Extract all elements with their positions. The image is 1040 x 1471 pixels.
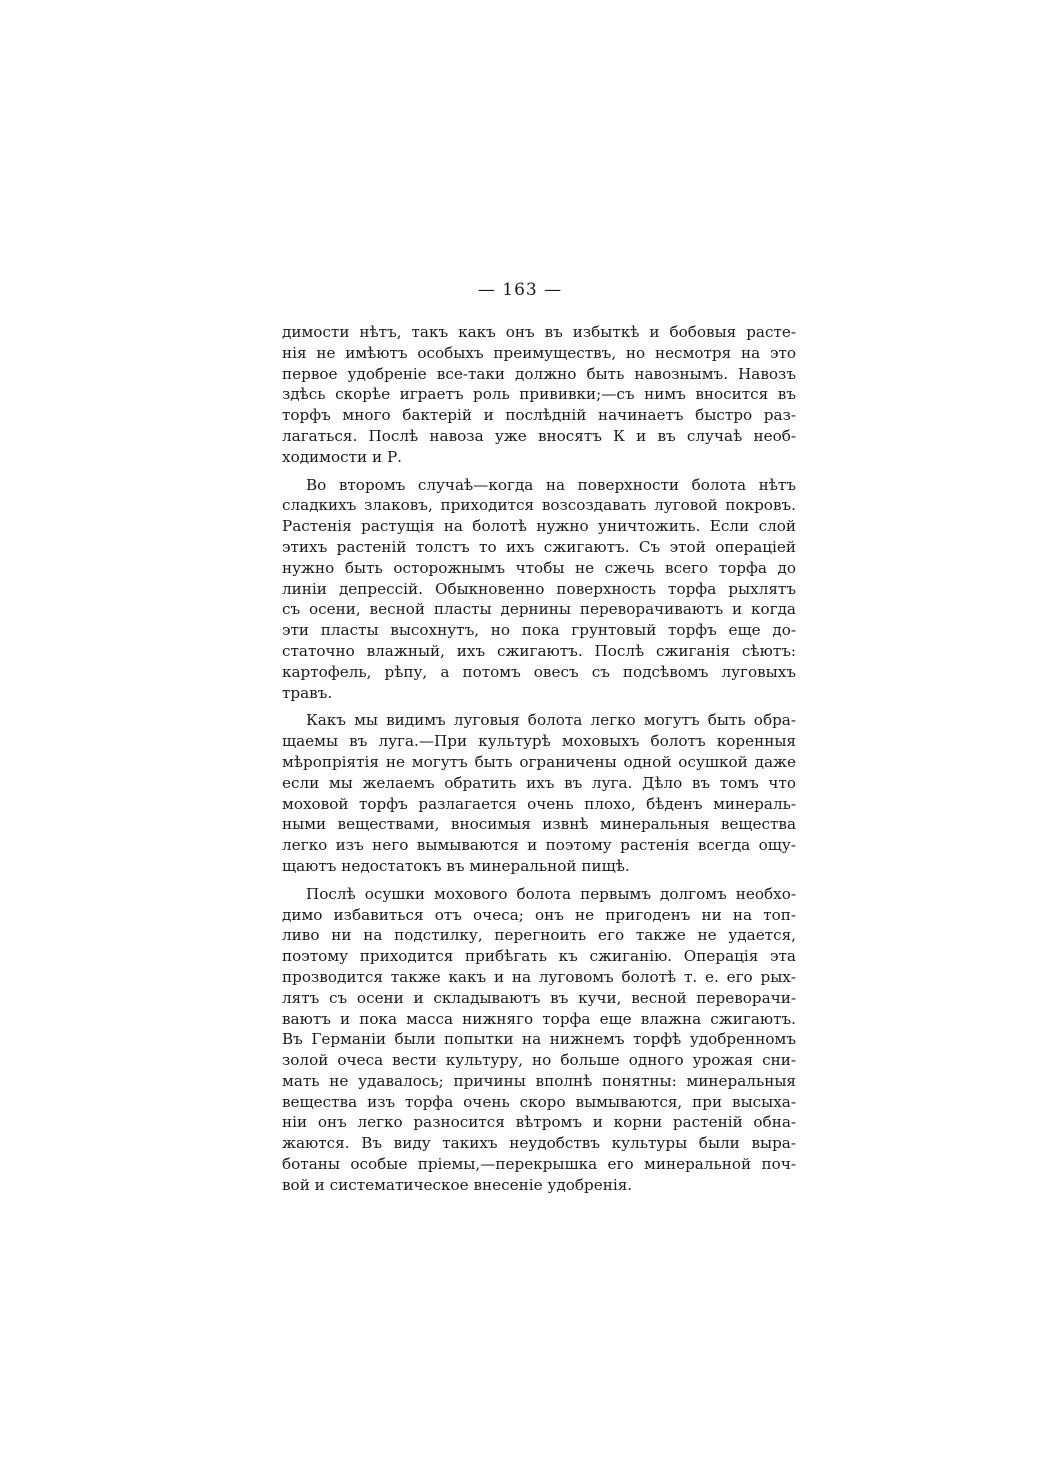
paragraph	[282, 710, 796, 876]
text-line: щаютъ недостатокъ въ минеральной пищѣ.	[282, 856, 630, 875]
text-line: ными веществами, вносимыя извнѣ минеральныя вещества	[282, 815, 796, 834]
text-line: ходимости и Р.	[282, 447, 402, 466]
text-line: ботаны особые пріемы,—перекрышка его минеральной поч-	[282, 1155, 796, 1174]
text-line: Во второмъ случаѣ—когда на поверхности болота нѣтъ	[306, 475, 796, 494]
text-line: ливо ни на подстилку, перегноить его также не удается,	[282, 926, 796, 945]
text-line: лагаться. Послѣ навоза уже вносятъ К и въ случаѣ необ-	[282, 426, 796, 445]
body-text	[282, 322, 796, 1203]
text-line: золой очеса вести культуру, но больше одного урожая сни-	[282, 1051, 796, 1070]
text-line: мать не удавалось; причины вполнѣ понятны: минеральныя	[282, 1071, 796, 1090]
text-line: здѣсь скорѣе играетъ роль прививки;—съ нимъ вносится въ	[282, 385, 796, 404]
text-line: мѣропріятія не могутъ быть ограничены одной осушкой даже	[282, 752, 796, 771]
text-line: димо избавиться отъ очеса; онъ не пригоденъ ни на топ-	[282, 905, 796, 924]
text-line: Какъ мы видимъ луговыя болота легко могутъ быть обра-	[306, 711, 796, 730]
paragraph	[282, 884, 796, 1196]
text-line: съ осени, весной пласты дернины переворачиваютъ и когда	[282, 600, 796, 619]
text-line: эти пласты высохнутъ, но пока грунтовый торфъ еще до-	[282, 621, 796, 640]
text-line: ніи онъ легко разносится вѣтромъ и корни растеній обна-	[282, 1113, 796, 1132]
text-line: картофель, рѣпу, а потомъ овесъ съ подсѣвомъ луговыхъ	[282, 662, 796, 681]
text-line: поэтому приходится прибѣгать къ сжиганію. Операція эта	[282, 947, 796, 966]
text-line: если мы желаемъ обратить ихъ въ луга. Дѣло въ томъ что	[282, 773, 796, 792]
text-line: нужно быть осторожнымъ чтобы не сжечь всего торфа до	[282, 558, 796, 577]
text-line: торфъ много бактерій и послѣдній начинаетъ быстро раз-	[282, 406, 796, 425]
text-line: травъ.	[282, 683, 333, 702]
text-line: вещества изъ торфа очень скоро вымываются, при высыха-	[282, 1092, 796, 1111]
text-line: этихъ растеній толстъ то ихъ сжигаютъ. Съ этой операціей	[282, 537, 796, 556]
text-line: сладкихъ злаковъ, приходится возсоздавать луговой покровъ.	[282, 496, 796, 515]
text-line: нія не имѣютъ особыхъ преимуществъ, но несмотря на это	[282, 343, 796, 362]
text-line: моховой торфъ разлагается очень плохо, бѣденъ минераль-	[282, 794, 796, 813]
text-line: линіи депрессій. Обыкновенно поверхность торфа рыхлятъ	[282, 579, 796, 598]
text-line: легко изъ него вымываются и поэтому растенія всегда ощу-	[282, 836, 796, 855]
text-line: Въ Германіи были попытки на нижнемъ торфѣ удобренномъ	[282, 1030, 796, 1049]
text-line: лятъ съ осени и складываютъ въ кучи, весной переворачи-	[282, 988, 796, 1007]
text-line: ваютъ и пока масса нижняго торфа еще влажна сжигаютъ.	[282, 1009, 796, 1028]
text-line: щаемы въ луга.—При культурѣ моховыхъ болотъ коренныя	[282, 732, 796, 751]
text-line: прозводится также какъ и на луговомъ болотѣ т. е. его рых-	[282, 967, 796, 986]
text-line: жаются. Въ виду такихъ неудобствъ культуры были выра-	[282, 1134, 796, 1153]
page-number: — 163 —	[477, 280, 563, 300]
paragraph	[282, 322, 796, 468]
text-line: первое удобреніе все-таки должно быть навознымъ. Навозъ	[282, 364, 796, 383]
text-line: Растенія растущія на болотѣ нужно уничтожить. Если слой	[282, 517, 796, 536]
paragraph	[282, 475, 796, 704]
text-line: Послѣ осушки мохового болота первымъ долгомъ необхо-	[306, 884, 796, 903]
text-line: димости нѣтъ, такъ какъ онъ въ избыткѣ и бобовыя расте-	[282, 323, 796, 341]
text-line: вой и систематическое внесеніе удобренія.	[282, 1175, 633, 1194]
text-line: статочно влажный, ихъ сжигаютъ. Послѣ сжиганія сѣютъ:	[282, 641, 796, 660]
